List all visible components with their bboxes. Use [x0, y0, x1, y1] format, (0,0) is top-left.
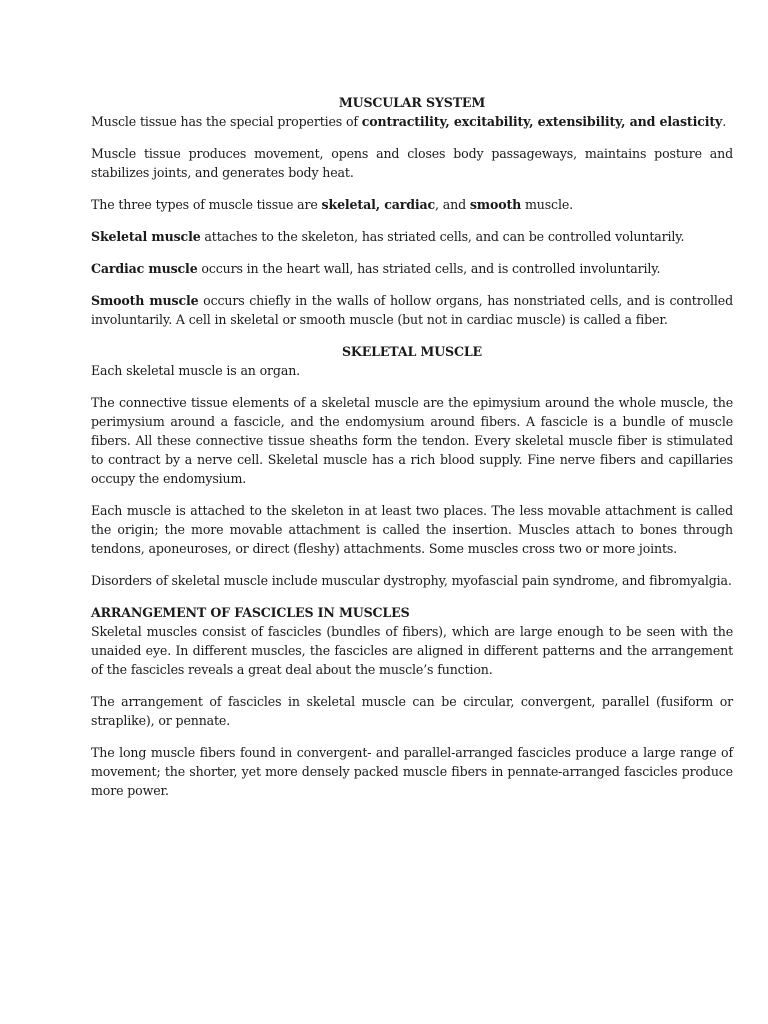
paragraph-cardiac	[91, 259, 733, 278]
paragraph-text: , and	[435, 197, 470, 212]
paragraph-text: attaches to the skeleton, has striated cells, and can be controlled voluntarily.	[200, 229, 685, 244]
paragraph-properties	[91, 112, 733, 131]
term-smooth-muscle: Smooth muscle	[91, 293, 199, 308]
paragraph-text: .	[722, 114, 727, 129]
paragraph-fascicles: Skeletal muscles consist of fascicles (bundles of fibers), which are large enough to be seen with the unaided eye. In different muscles, the fascicles are aligned in different patterns and the arrangement of the fascicles reveals a great deal about the muscle’s function.	[91, 624, 733, 677]
paragraph-arrangement: The arrangement of fascicles in skeletal muscle can be circular, convergent, parallel (fusiform or straplike), or pennate.	[91, 694, 733, 728]
paragraph-attachment: Each muscle is attached to the skeleton in at least two places. The less movable attachment is called the origin; the more movable attachment is called the insertion. Muscles attach to bones through tendons, aponeuroses, or direct (fleshy) attachments. Some muscles cross two or more joints.	[91, 503, 733, 556]
section-title-skeletal-muscle: SKELETAL MUSCLE	[341, 344, 483, 359]
paragraph-text: occurs chiefly in the walls of hollow organs, has nonstriated cells, and is controlled involuntarily. A cell in skeletal or smooth muscle (but not in cardiac muscle) is called a fiber.	[91, 293, 733, 327]
paragraph-text: The three types of muscle tissue are	[91, 197, 322, 212]
paragraph-text: Muscle tissue has the special properties of	[91, 114, 362, 129]
paragraph-disorders: Disorders of skeletal muscle include muscular dystrophy, myofascial pain syndrome, and fibromyalgia.	[91, 573, 732, 588]
term-skeletal-muscle: Skeletal muscle	[91, 229, 201, 244]
paragraph-organ: Each skeletal muscle is an organ.	[91, 363, 301, 378]
paragraph-skeletal	[91, 227, 733, 246]
paragraph-fiber-length: The long muscle fibers found in convergent- and parallel-arranged fascicles produce a large range of movement; the shorter, yet more densely packed muscle fibers in pennate-arranged fascicles produce more power.	[91, 745, 733, 798]
document-title: MUSCULAR SYSTEM	[338, 95, 486, 110]
paragraph-functions: Muscle tissue produces movement, opens and closes body passageways, maintains posture and stabilizes joints, and generates body heat.	[91, 146, 733, 180]
term-cardiac-muscle: Cardiac muscle	[91, 261, 198, 276]
paragraph-text: occurs in the heart wall, has striated cells, and is controlled involuntarily.	[197, 261, 661, 276]
bold-properties: contractility, excitability, extensibility, and elasticity	[361, 114, 723, 129]
paragraph-smooth	[91, 291, 733, 329]
paragraph-text: muscle.	[521, 197, 573, 212]
bold-types: skeletal, cardiac	[321, 197, 436, 212]
paragraph-connective-tissue: The connective tissue elements of a skeletal muscle are the epimysium around the whole muscle, the perimysium around a fascicle, and the endomysium around fibers. A fascicle is a bundle of muscle fibers. All these connective tissue sheaths form the tendon. Every skeletal muscle fiber is stimulated to contract by a nerve cell. Skeletal muscle has a rich blood supply. Fine nerve fibers and capillaries occupy the endomysium.	[91, 395, 733, 486]
paragraph-types	[91, 195, 733, 214]
bold-smooth: smooth	[469, 197, 522, 212]
section-title-fascicles: ARRANGEMENT OF FASCICLES IN MUSCLES	[91, 605, 410, 620]
